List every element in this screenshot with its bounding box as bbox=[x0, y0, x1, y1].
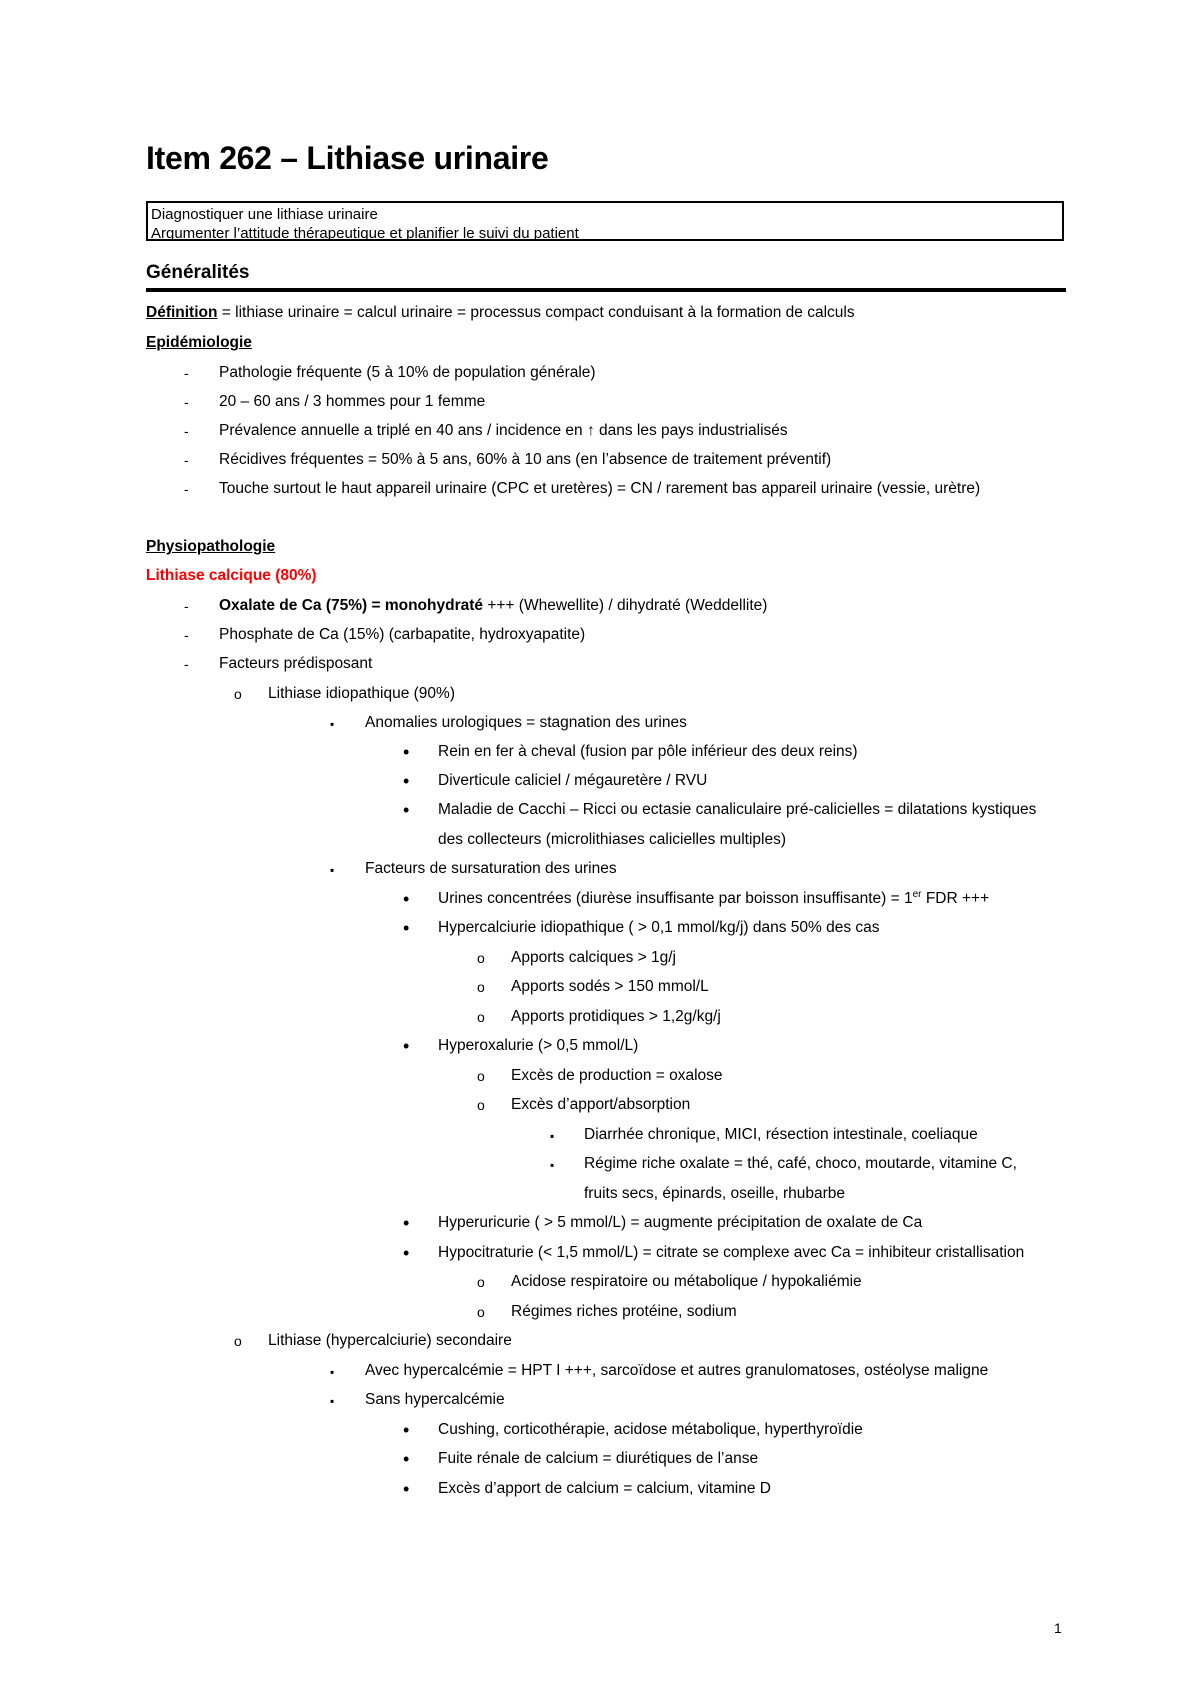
list-item: Pathologie fréquente (5 à 10% de population générale) bbox=[219, 364, 596, 381]
circle-bullet bbox=[234, 684, 242, 704]
dot-bullet bbox=[403, 889, 409, 910]
objectives-box bbox=[146, 201, 1064, 241]
list-item: Rein en fer à cheval (fusion par pôle inférieur des deux reins) bbox=[438, 743, 858, 760]
list-item: Prévalence annuelle a triplé en 40 ans / incidence en ↑ dans les pays industrialisés bbox=[219, 422, 788, 439]
list-item: 20 – 60 ans / 3 hommes pour 1 femme bbox=[219, 393, 486, 410]
list-item bbox=[219, 596, 767, 616]
urines-sup: er bbox=[912, 888, 922, 900]
circle-bullet bbox=[477, 1302, 485, 1322]
list-item: Diarrhée chronique, MICI, résection intestinale, coeliaque bbox=[584, 1126, 978, 1143]
square-bullet bbox=[330, 713, 334, 734]
dot-bullet bbox=[403, 1036, 409, 1057]
dash-bullet bbox=[184, 363, 189, 383]
dot-bullet bbox=[403, 918, 409, 939]
list-item-continuation: des collecteurs (microlithiases calicielles multiples) bbox=[438, 831, 787, 848]
dot-bullet bbox=[403, 1479, 409, 1500]
circle-bullet bbox=[477, 1272, 485, 1292]
circle-bullet bbox=[477, 948, 485, 968]
definition-line bbox=[146, 303, 855, 323]
list-item: Apports sodés > 150 mmol/L bbox=[511, 978, 709, 995]
list-item: Diverticule caliciel / mégauretère / RVU bbox=[438, 772, 708, 789]
urines-text: Urines concentrées (diurèse insuffisante par boisson insuffisante) = 1 bbox=[438, 890, 913, 907]
dash-bullet bbox=[184, 596, 189, 616]
objective-1: Diagnostiquer une lithiase urinaire bbox=[151, 206, 378, 223]
list-item: Apports calciques > 1g/j bbox=[511, 949, 676, 966]
square-bullet bbox=[330, 1361, 334, 1382]
circle-bullet bbox=[477, 1095, 485, 1115]
section-title: Généralités bbox=[146, 262, 250, 283]
oxalate-bold: Oxalate de Ca (75%) = monohydraté bbox=[219, 597, 484, 614]
list-item: Anomalies urologiques = stagnation des urines bbox=[365, 714, 687, 731]
dot-bullet bbox=[403, 1243, 409, 1264]
urines-text-end: FDR +++ bbox=[921, 890, 990, 907]
list-item: Fuite rénale de calcium = diurétiques de l’anse bbox=[438, 1450, 759, 1467]
circle-bullet bbox=[477, 977, 485, 997]
list-item: Sans hypercalcémie bbox=[365, 1391, 505, 1408]
dash-bullet bbox=[184, 654, 189, 674]
dot-bullet bbox=[403, 1213, 409, 1234]
page-title: Item 262 – Lithiase urinaire bbox=[146, 140, 549, 176]
list-item: Excès d’apport de calcium = calcium, vitamine D bbox=[438, 1480, 771, 1497]
oxalate-rest: +++ (Whewellite) / dihydraté (Weddellite) bbox=[483, 597, 768, 614]
list-item: Hyperuricurie ( > 5 mmol/L) = augmente précipitation de oxalate de Ca bbox=[438, 1214, 923, 1231]
list-item: Régimes riches protéine, sodium bbox=[511, 1303, 737, 1320]
list-item: Récidives fréquentes = 50% à 5 ans, 60% à 10 ans (en l’absence de traitement préventif) bbox=[219, 451, 832, 468]
dot-bullet bbox=[403, 800, 409, 821]
list-item: Lithiase (hypercalciurie) secondaire bbox=[268, 1332, 512, 1349]
objective-2: Argumenter l’attitude thérapeutique et planifier le suivi du patient bbox=[151, 225, 579, 242]
list-item: Phosphate de Ca (15%) (carbapatite, hydroxyapatite) bbox=[219, 626, 586, 643]
dash-bullet bbox=[184, 450, 189, 470]
dot-bullet bbox=[403, 1449, 409, 1470]
list-item: Touche surtout le haut appareil urinaire (CPC et uretères) = CN / rarement bas appareil urinaire (vessie, urètre) bbox=[219, 480, 981, 497]
dash-bullet bbox=[184, 625, 189, 645]
dash-bullet bbox=[184, 392, 189, 412]
list-item: Hypocitraturie (< 1,5 mmol/L) = citrate se complexe avec Ca = inhibiteur cristallisation bbox=[438, 1244, 1025, 1261]
list-item: Cushing, corticothérapie, acidose métabolique, hyperthyroïdie bbox=[438, 1421, 863, 1438]
list-item: Facteurs prédisposant bbox=[219, 655, 373, 672]
list-item: Acidose respiratoire ou métabolique / hypokaliémie bbox=[511, 1273, 862, 1290]
definition-text: = lithiase urinaire = calcul urinaire = processus compact conduisant à la formation de calculs bbox=[217, 304, 855, 321]
definition-label: Définition bbox=[146, 304, 218, 321]
list-item-continuation: fruits secs, épinards, oseille, rhubarbe bbox=[584, 1185, 846, 1202]
physiopathologie-label: Physiopathologie bbox=[146, 538, 276, 555]
square-bullet bbox=[330, 859, 334, 880]
circle-bullet bbox=[477, 1066, 485, 1086]
list-item: Maladie de Cacchi – Ricci ou ectasie canaliculaire pré-calicielles = dilatations kystiques bbox=[438, 801, 1037, 818]
list-item: Facteurs de sursaturation des urines bbox=[365, 860, 617, 877]
list-item: Hypercalciurie idiopathique ( > 0,1 mmol/kg/j) dans 50% des cas bbox=[438, 919, 880, 936]
epidemiologie-label: Epidémiologie bbox=[146, 334, 252, 351]
list-item: Excès d’apport/absorption bbox=[511, 1096, 691, 1113]
list-item: Régime riche oxalate = thé, café, choco, moutarde, vitamine C, bbox=[584, 1155, 1017, 1172]
lithiase-calcique-heading: Lithiase calcique (80%) bbox=[146, 567, 317, 584]
list-item bbox=[438, 889, 989, 909]
dash-bullet bbox=[184, 421, 189, 441]
dot-bullet bbox=[403, 742, 409, 763]
section-rule bbox=[146, 288, 1066, 292]
dot-bullet bbox=[403, 771, 409, 792]
circle-bullet bbox=[477, 1007, 485, 1027]
dash-bullet bbox=[184, 479, 189, 499]
square-bullet bbox=[550, 1154, 554, 1175]
square-bullet bbox=[330, 1390, 334, 1411]
dot-bullet bbox=[403, 1420, 409, 1441]
list-item: Lithiase idiopathique (90%) bbox=[268, 685, 455, 702]
list-item: Avec hypercalcémie = HPT I +++, sarcoïdose et autres granulomatoses, ostéolyse maligne bbox=[365, 1362, 989, 1379]
list-item: Apports protidiques > 1,2g/kg/j bbox=[511, 1008, 721, 1025]
list-item: Hyperoxalurie (> 0,5 mmol/L) bbox=[438, 1037, 639, 1054]
list-item: Excès de production = oxalose bbox=[511, 1067, 723, 1084]
square-bullet bbox=[550, 1125, 554, 1146]
circle-bullet bbox=[234, 1331, 242, 1351]
page-number: 1 bbox=[1054, 1620, 1062, 1636]
